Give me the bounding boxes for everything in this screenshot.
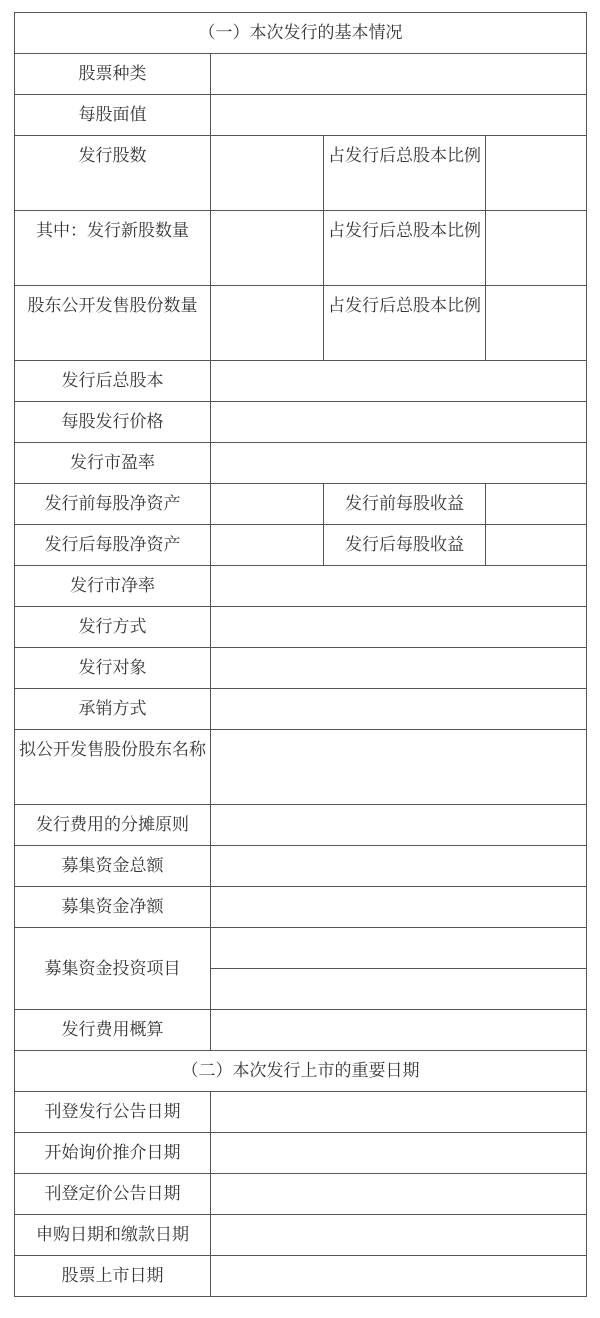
label-net-proceeds: 募集资金净额 — [15, 887, 211, 928]
label-par-value: 每股面值 — [15, 95, 211, 136]
label-issue-target: 发行对象 — [15, 648, 211, 689]
value-stock-type — [211, 54, 587, 95]
label-ratio-2: 占发行后总股本比例 — [324, 211, 486, 286]
value-subscription-date — [211, 1215, 587, 1256]
value-new-shares — [211, 211, 324, 286]
value-underwriting — [211, 689, 587, 730]
value-issue-method — [211, 607, 587, 648]
value-eps-after — [486, 525, 587, 566]
value-nav-before — [211, 484, 324, 525]
label-new-shares: 其中：发行新股数量 — [15, 211, 211, 286]
value-ratio-1 — [486, 136, 587, 211]
label-selling-shareholders: 拟公开发售股份股东名称 — [15, 730, 211, 805]
label-gross-proceeds: 募集资金总额 — [15, 846, 211, 887]
section1-title: （一）本次发行的基本情况 — [15, 13, 587, 54]
label-fee-estimate: 发行费用概算 — [15, 1010, 211, 1051]
label-pricing-announce: 刊登定价公告日期 — [15, 1174, 211, 1215]
value-par-value — [211, 95, 587, 136]
label-issue-price: 每股发行价格 — [15, 402, 211, 443]
label-shareholder-offer: 股东公开发售股份数量 — [15, 286, 211, 361]
label-pe-ratio: 发行市盈率 — [15, 443, 211, 484]
value-eps-before — [486, 484, 587, 525]
value-gross-proceeds — [211, 846, 587, 887]
label-stock-type: 股票种类 — [15, 54, 211, 95]
issuance-info-table — [14, 12, 587, 1297]
value-issue-price — [211, 402, 587, 443]
label-projects: 募集资金投资项目 — [15, 928, 211, 1010]
label-fee-allocation: 发行费用的分摊原则 — [15, 805, 211, 846]
value-listing-date — [211, 1256, 587, 1297]
label-nav-before: 发行前每股净资产 — [15, 484, 211, 525]
value-shareholder-offer — [211, 286, 324, 361]
label-eps-after: 发行后每股收益 — [324, 525, 486, 566]
section2-title: （二）本次发行上市的重要日期 — [15, 1051, 587, 1092]
value-pb-ratio — [211, 566, 587, 607]
label-underwriting: 承销方式 — [15, 689, 211, 730]
label-total-shares-after: 发行后总股本 — [15, 361, 211, 402]
value-ratio-2 — [486, 211, 587, 286]
label-issue-method: 发行方式 — [15, 607, 211, 648]
value-fee-allocation — [211, 805, 587, 846]
label-ratio-1: 占发行后总股本比例 — [324, 136, 486, 211]
label-shares-issued: 发行股数 — [15, 136, 211, 211]
value-fee-estimate — [211, 1010, 587, 1051]
value-issue-target — [211, 648, 587, 689]
value-nav-after — [211, 525, 324, 566]
label-nav-after: 发行后每股净资产 — [15, 525, 211, 566]
value-inquiry-start — [211, 1133, 587, 1174]
value-pe-ratio — [211, 443, 587, 484]
label-inquiry-start: 开始询价推介日期 — [15, 1133, 211, 1174]
value-pricing-announce — [211, 1174, 587, 1215]
value-projects-2 — [211, 969, 587, 1010]
value-projects-1 — [211, 928, 587, 969]
label-pb-ratio: 发行市净率 — [15, 566, 211, 607]
label-eps-before: 发行前每股收益 — [324, 484, 486, 525]
value-shares-issued — [211, 136, 324, 211]
label-subscription-date: 申购日期和缴款日期 — [15, 1215, 211, 1256]
value-total-shares-after — [211, 361, 587, 402]
value-selling-shareholders — [211, 730, 587, 805]
value-announce-date — [211, 1092, 587, 1133]
label-announce-date: 刊登发行公告日期 — [15, 1092, 211, 1133]
label-ratio-3: 占发行后总股本比例 — [324, 286, 486, 361]
value-ratio-3 — [486, 286, 587, 361]
value-net-proceeds — [211, 887, 587, 928]
label-listing-date: 股票上市日期 — [15, 1256, 211, 1297]
